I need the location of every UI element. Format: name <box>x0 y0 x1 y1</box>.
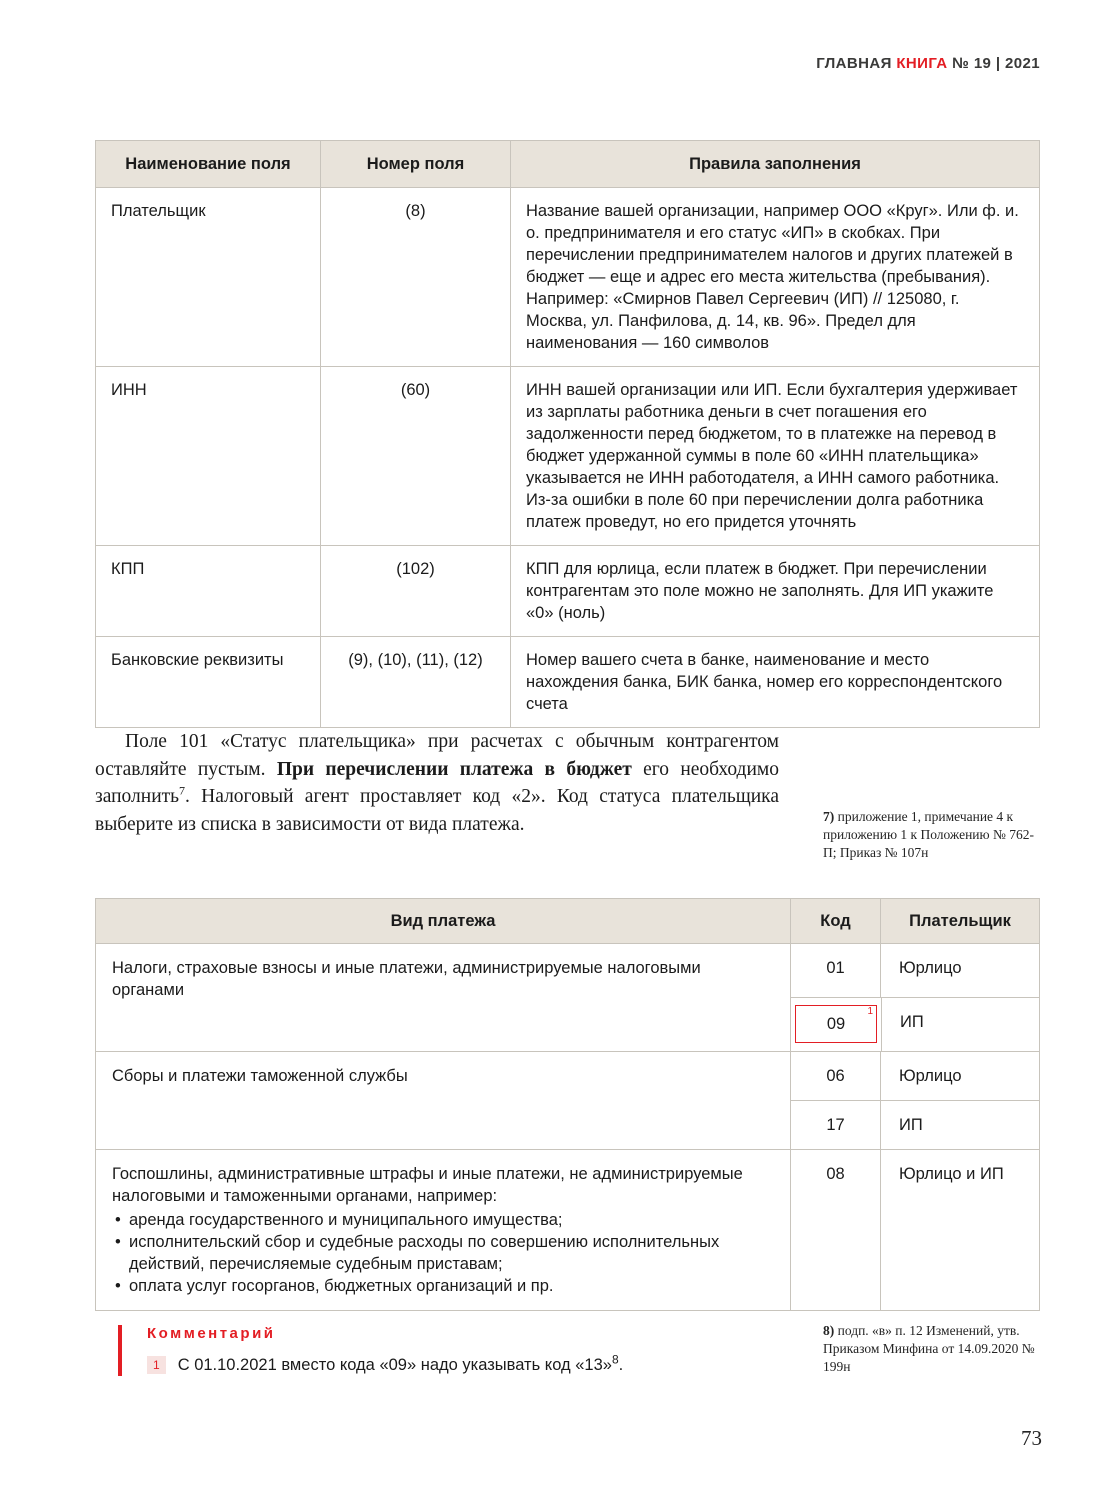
page-number: 73 <box>1021 1426 1042 1450</box>
table1-header-field-name: Наименование поля <box>96 141 321 187</box>
comment-label: Комментарий <box>147 1325 276 1342</box>
code-cell: 08 <box>791 1150 881 1310</box>
field-name-cell: КПП <box>96 546 321 636</box>
fill-rules-cell: Номер вашего счета в банке, наименование и место нахождения банка, БИК банка, номер его корреспондентского счета <box>526 651 1003 713</box>
footnote-ref-8: 8 <box>611 1352 619 1367</box>
highlighted-code-box <box>795 1005 877 1043</box>
table2-header-payment-type: Вид платежа <box>96 899 791 943</box>
footnote-marker: 8) <box>823 1323 835 1338</box>
payer-cell: Юрлицо и ИП <box>899 1165 1004 1183</box>
payment-type-bullet: • оплата услуг госорганов, бюджетных организаций и пр. <box>112 1275 774 1297</box>
comment-ref-1: 1 <box>867 1006 873 1017</box>
comment-line <box>147 1354 783 1376</box>
code-cell: 06 <box>791 1052 881 1100</box>
payment-type-bullet: • аренда государственного и муниципального имущества; <box>112 1209 774 1231</box>
code-payer-entry <box>791 1052 1039 1100</box>
payer-cell: Юрлицо <box>899 959 962 977</box>
payer-status-table <box>95 898 1040 1311</box>
code-payer-entry <box>791 1100 1039 1149</box>
margin-footnote-8 <box>823 1322 1041 1376</box>
fill-rules-cell: КПП для юрлица, если платеж в бюджет. При перечислении контрагентам это поле можно не заполнять. Для ИП укажите «0» (ноль) <box>526 560 994 622</box>
field-number-cell: (9), (10), (11), (12) <box>321 637 511 727</box>
margin-footnote-7 <box>823 808 1041 862</box>
table2-header-row <box>96 899 1039 943</box>
table-row-group <box>96 943 1039 1051</box>
table2-header-payer: Плательщик <box>909 912 1011 930</box>
table-row <box>96 366 1039 545</box>
code-payer-entry <box>791 944 1039 997</box>
magazine-title-part2: КНИГА <box>896 55 948 72</box>
code-value: 09 <box>826 1015 846 1033</box>
footnote-ref-7: 7 <box>179 783 186 798</box>
fill-rules-cell: Название вашей организации, например ООО «Круг». Или ф. и. о. предпринимателя и его статус «ИП» в скобках. При перечислении предпринимателем налогов и других платежей в бюджет — еще и адрес его места жительства (пребывания). Например: «Смирнов Павел Сергеевич (ИП) // 125080, г. Москва, ул. Панфилова, д. 14, кв. 96». Предел для наименования — 160 символов <box>526 202 1019 352</box>
payment-type-cell: Сборы и платежи таможенной службы <box>96 1052 791 1149</box>
paragraph-text: его необходимо заполнить <box>95 758 779 807</box>
code-payer-entry <box>791 1150 1039 1310</box>
table-row-group <box>96 1149 1039 1310</box>
table1-header-field-number: Номер поля <box>321 141 511 187</box>
magazine-title-part1: ГЛАВНАЯ <box>816 55 892 72</box>
code-payer-entry <box>791 997 1039 1051</box>
table-row-group <box>96 1051 1039 1149</box>
paragraph-text: Поле 101 «Статус плательщика» при расчетах с обычным контрагентом оставляйте пустым. <box>95 731 779 780</box>
field-name-cell: ИНН <box>96 367 321 545</box>
payer-cell: ИП <box>900 1013 924 1031</box>
code-payer-entries <box>791 944 1039 1051</box>
field-number-cell: (60) <box>321 367 511 545</box>
paragraph-bold-text: При перечислении платежа в бюджет <box>276 758 632 780</box>
payment-type-cell: Налоги, страховые взносы и иные платежи, администрируемые налоговыми органами <box>96 944 791 1051</box>
footnote-marker: 7) <box>823 809 835 824</box>
table-row <box>96 545 1039 636</box>
footnote-text: подп. «в» п. 12 Изменений, утв. Приказом Минфина от 14.09.2020 № 199н <box>823 1323 1035 1374</box>
payer-cell: Юрлицо <box>899 1067 962 1085</box>
payment-type-bullet-list <box>112 1209 774 1297</box>
footnote-text: приложение 1, примечание 4 к приложению 1 к Положению № 762-П; Приказ № 107н <box>823 809 1034 860</box>
table-row <box>96 187 1039 366</box>
comment-text-period: . <box>618 1356 624 1374</box>
code-payer-entries <box>791 1150 1039 1310</box>
paragraph-text: . Налоговый агент проставляет код «2». Код статуса плательщика выберите из списка в зависимости от вида платежа. <box>95 786 779 835</box>
payment-type-bullet: • исполнительский сбор и судебные расходы по совершению исполнительных действий, перечисляемые судебным приставам; <box>112 1231 774 1275</box>
fill-rules-cell: ИНН вашей организации или ИП. Если бухгалтерия удерживает из зарплаты работника деньги в счет погашения его задолженности перед бюджетом, то в платежке на перевод в бюджет удержанной суммы в поле 60 «ИНН плательщика» указывается не ИНН работодателя, а ИНН самого работника. Из-за ошибки в поле 60 при перечислении долга работника платеж проведут, но его придется уточнять <box>526 381 1018 531</box>
field-name-cell: Плательщик <box>96 188 321 366</box>
field-name-cell: Банковские реквизиты <box>96 637 321 727</box>
payment-fields-table <box>95 140 1040 728</box>
code-payer-entries <box>791 1052 1039 1149</box>
comment-block <box>118 1325 783 1376</box>
table-row <box>96 636 1039 727</box>
payment-type-intro: Госпошлины, административные штрафы и иные платежи, не администрируемые налоговыми и таможенными органами, например: <box>112 1165 743 1205</box>
magazine-issue: № 19 | 2021 <box>952 55 1040 72</box>
body-paragraph <box>95 728 779 838</box>
code-cell: 01 <box>791 944 881 997</box>
code-cell: 17 <box>791 1101 881 1149</box>
payment-type-cell <box>96 1150 791 1310</box>
comment-text <box>178 1354 624 1376</box>
table2-header-code: Код <box>791 899 881 943</box>
field-number-cell: (8) <box>321 188 511 366</box>
payer-cell: ИП <box>899 1116 923 1134</box>
code-cell <box>791 998 882 1051</box>
table1-header-row <box>96 141 1039 187</box>
field-number-cell: (102) <box>321 546 511 636</box>
magazine-header <box>816 55 1040 72</box>
comment-text-body: С 01.10.2021 вместо кода «09» надо указывать код «13» <box>177 1356 612 1374</box>
table1-header-fill-rules: Правила заполнения <box>689 155 861 173</box>
comment-marker-1: 1 <box>147 1356 166 1374</box>
